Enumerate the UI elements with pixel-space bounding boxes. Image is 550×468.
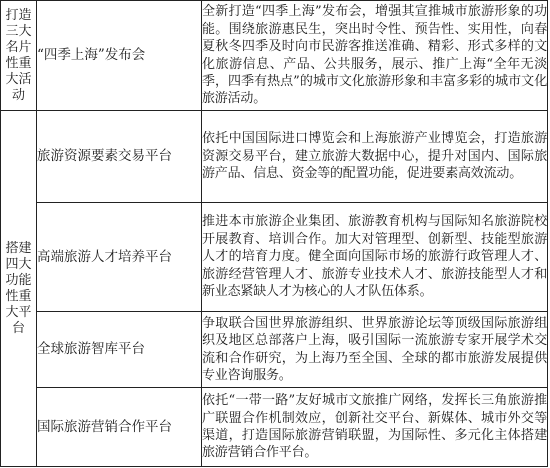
table-row [1, 111, 548, 203]
table-row [1, 312, 548, 388]
item-description-cell: 争取联合国世界旅游组织、世界旅游论坛等顶级国际旅游组织及地区总部落户上海，吸引国际一流旅游专家开展学术交流和合作研究，为上海乃至全国、全球的都市旅游发展提供专业咨询服务。 [202, 312, 548, 388]
item-name-cell: 国际旅游营销合作平台 [37, 388, 202, 467]
item-description-cell: 全新打造“四季上海”发布会，增强其宣推城市旅游形象的功能。围绕旅游惠民生，突出时令性、预告性、实用性，向春夏秋冬四季及时向市民游客推送准确、精彩、形式多样的文化旅游信息、产品、公共服务，展示、推广上海“全年无淡季，四季有热点”的城市文化旅游形象和丰富多彩的城市文化旅游活动。 [202, 1, 548, 111]
item-description-cell: 依托中国国际进口博览会和上海旅游产业博览会，打造旅游资源交易平台，建立旅游大数据中心，提升对国内、国际旅游产品、信息、资金等的配置功能，促进要素高效流动。 [202, 111, 548, 203]
table-row [1, 1, 548, 111]
item-description-cell: 推进本市旅游企业集团、旅游教育机构与国际知名旅游院校开展教育、培训合作。加大对管理型、创新型、技能型旅游人才的培育力度。健全面向国际市场的旅游行政管理人才、旅游经营管理人才、旅游专业技术人才、旅游技能型人才和新业态紧缺人才为核心的人才队伍体系。 [202, 203, 548, 312]
item-name-cell: 旅游资源要素交易平台 [37, 111, 202, 203]
category-cell-platforms: 搭建四大功能性重大平台 [1, 111, 37, 467]
table-row [1, 203, 548, 312]
item-name-cell: 高端旅游人才培养平台 [37, 203, 202, 312]
category-cell-activities: 打造三大名片性重大活动 [1, 1, 37, 111]
item-description-cell: 依托“一带一路”友好城市文旅推广网络，发挥长三角旅游推广联盟合作机制效应，创新社交平台、新媒体、城市外交等渠道，打造国际旅游营销联盟，为国际性、多元化主体搭建旅游营销合作平台。 [202, 388, 548, 467]
table-row [1, 388, 548, 467]
item-name-cell: 全球旅游智库平台 [37, 312, 202, 388]
item-name-cell: “四季上海”发布会 [37, 1, 202, 111]
